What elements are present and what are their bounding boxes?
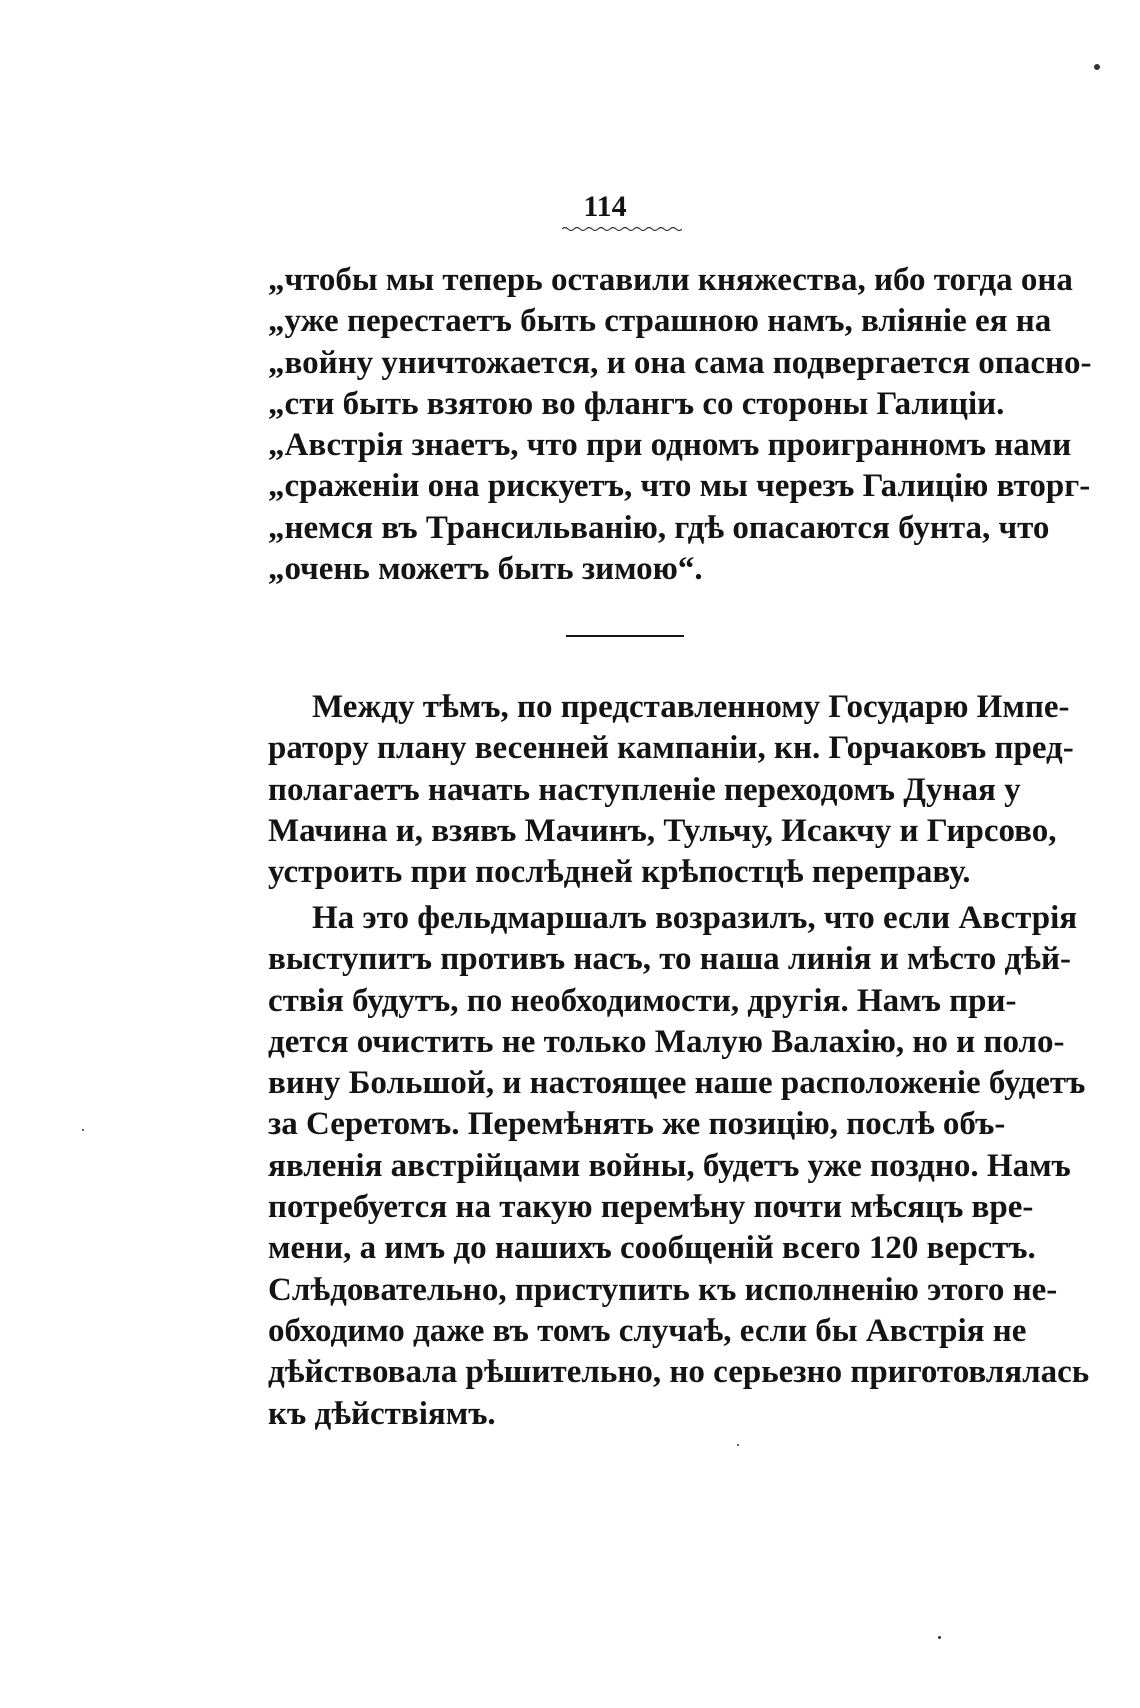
text-line: ратору плану весенней кампаніи, кн. Горчаковъ пред-	[268, 730, 1074, 767]
page-number: 114	[583, 190, 627, 223]
page-number-wavy-rule	[562, 226, 682, 232]
text-line: устроить при послѣдней крѣпостцѣ переправу.	[268, 854, 971, 891]
text-line: явленія австрійцами войны, будетъ уже поздно. Намъ	[268, 1147, 1071, 1184]
text-line: потребуется на такую перемѣну почти мѣсяцъ вре-	[268, 1189, 1034, 1226]
section-separator	[566, 635, 684, 637]
text-line: „войну уничтожается, и она сама подвергается опасно-	[268, 344, 1092, 381]
quoted-passage	[268, 260, 1092, 590]
text-line: „сраженіи она рискуетъ, что мы черезъ Галицію вторг-	[268, 468, 1091, 505]
scan-speck	[737, 1444, 739, 1446]
text-line: Между тѣмъ, по представленному Государю Импе-	[312, 689, 1070, 725]
paragraph-2	[268, 898, 1090, 1435]
text-line: полагаетъ начать наступленіе переходомъ Дуная у	[268, 771, 1021, 808]
text-line: На это фельдмаршалъ возразилъ, что если Австрія	[312, 900, 1078, 936]
text-line: дѣйствовала рѣшительно, но серьезно приготовлялась	[268, 1354, 1090, 1391]
text-line: обходимо даже въ томъ случаѣ, если бы Австрія не	[268, 1312, 1027, 1349]
text-line: Слѣдовательно, приступить къ исполненію этого не-	[268, 1271, 1058, 1308]
text-line: дется очистить не только Малую Валахію, но и поло-	[268, 1023, 1065, 1060]
text-line: къ дѣйствіямъ.	[268, 1395, 496, 1432]
text-line: Мачина и, взявъ Мачинъ, Тульчу, Исакчу и Гирсово,	[268, 812, 1057, 849]
text-line: „уже перестаетъ быть страшною намъ, вліяніе ея на	[268, 303, 1052, 340]
scan-speck	[938, 1636, 941, 1639]
text-line: мени, а имъ до нашихъ сообщеній всего 120 верстъ.	[268, 1230, 1036, 1267]
text-line: „очень можетъ быть зимою“.	[268, 551, 703, 588]
paragraph-1	[268, 687, 1074, 893]
scan-speck	[1094, 64, 1100, 70]
text-line: „немся въ Трансильванію, гдѣ опасаются бунта, что	[268, 509, 1050, 546]
text-line: ствія будутъ, по необходимости, другія. Намъ при-	[268, 982, 1017, 1019]
text-line: „Австрія знаетъ, что при одномъ проигранномъ нами	[268, 427, 1072, 464]
text-line: за Серетомъ. Перемѣнять же позицію, послѣ объ-	[268, 1106, 1006, 1143]
scan-speck	[82, 1129, 84, 1131]
text-line: „чтобы мы теперь оставили княжества, ибо тогда она	[268, 262, 1073, 298]
text-line: вину Большой, и настоящее наше расположеніе будетъ	[268, 1065, 1086, 1102]
text-line: „сти быть взятою во флангъ со стороны Галиціи.	[268, 385, 1005, 422]
text-line: выступитъ противъ насъ, то наша линія и мѣсто дѣй-	[268, 941, 1071, 978]
